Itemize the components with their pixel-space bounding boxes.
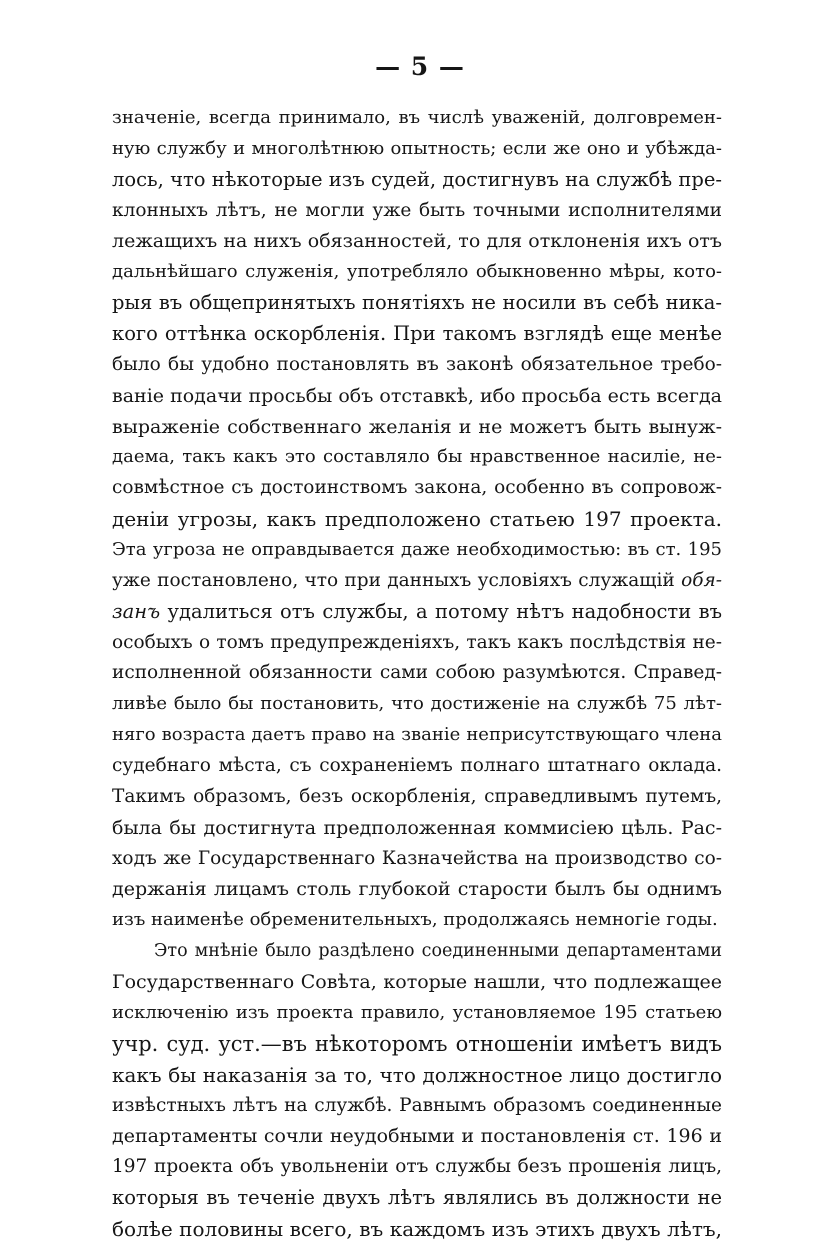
text-line: которыя въ теченіе двухъ лѣтъ являлись въ должности не xyxy=(112,1186,722,1210)
text-segment: удалиться отъ службы, а потому нѣтъ надобности въ xyxy=(160,599,722,623)
text-line: исключенію изъ проекта правило, установляемое 195 статьею xyxy=(112,1001,722,1023)
text-line: особыхъ о томъ предупрежденіяхъ, такъ какъ послѣдствія не- xyxy=(112,631,722,653)
text-segment: уже постановлено, что при данныхъ условіяхъ служащій xyxy=(112,569,682,591)
text-line: держанія лицамъ столь глубокой старости былъ бы однимъ xyxy=(112,878,722,901)
text-line xyxy=(112,597,722,628)
text-line: клонныхъ лѣтъ, не могли уже быть точными исполнителями xyxy=(112,199,722,221)
emphasized-text: занъ xyxy=(112,599,161,623)
text-line: кого оттѣнка оскорбленія. При такомъ взглядѣ еще менѣе xyxy=(112,322,722,346)
text-line: судебнаго мѣста, съ сохраненіемъ полнаго штатнаго оклада. xyxy=(112,755,722,777)
text-line: какъ бы наказанія за то, что должностное лицо достигло xyxy=(112,1062,722,1087)
text-line: департаменты сочли неудобными и постановленія ст. 196 и xyxy=(112,1125,722,1148)
text-line: была бы достигнута предположенная коммисіею цѣль. Рас- xyxy=(112,816,722,839)
text-line: Эта угроза не оправдывается даже необходимостью: въ ст. 195 xyxy=(112,539,722,561)
text-line: учр. суд. уст.—въ нѣкоторомъ отношеніи имѣетъ видъ xyxy=(112,1031,722,1056)
text-line: даема, такъ какъ это составляло бы нравственное насиліе, не- xyxy=(112,446,722,468)
text-line: дальнѣйшаго служенія, употребляло обыкновенно мѣры, кото- xyxy=(112,261,722,283)
text-line: изъ наименѣе обременительныхъ, продолжаясь немногіе годы. xyxy=(112,909,718,931)
text-line: Государственнаго Совѣта, которые нашли, что подлежащее xyxy=(112,971,722,994)
text-line: было бы удобно постановлять въ законѣ обязательное требо- xyxy=(112,353,722,375)
text-line: лось, что нѣкоторые изъ судей, достигнувъ на службѣ пре- xyxy=(112,167,722,191)
text-line: рыя въ общепринятыхъ понятіяхъ не носили въ себѣ ника- xyxy=(112,291,722,315)
text-line: 197 проекта объ увольненіи отъ службы безъ прошенія лицъ, xyxy=(112,1156,722,1178)
text-line: выраженіе собственнаго желанія и не можетъ быть вынуж- xyxy=(112,415,722,438)
text-line: Это мнѣніе было раздѣлено соединенными департаментами xyxy=(154,941,722,962)
text-line: ливѣе было бы постановить, что достиженіе на службѣ 75 лѣт- xyxy=(112,693,722,715)
text-line: деніи угрозы, какъ предположено статьею 197 проекта. xyxy=(112,507,722,532)
text-line xyxy=(112,566,722,597)
text-line: няго возраста даетъ право на званіе неприсутствующаго члена xyxy=(112,724,722,746)
page-number: — 5 — xyxy=(375,52,465,81)
emphasized-text: обя- xyxy=(681,569,722,591)
text-line: совмѣстное съ достоинствомъ закона, особенно въ сопровож- xyxy=(112,477,722,499)
text-line: Такимъ образомъ, безъ оскорбленія, справедливымъ путемъ, xyxy=(112,785,722,807)
text-line: значеніе, всегда принимало, въ числѣ уваженій, долговремен- xyxy=(112,107,722,128)
text-line: ную службу и многолѣтнюю опытность; если же оно и убѣжда- xyxy=(112,137,722,159)
text-line: исполненной обязанности сами собою разумѣются. Справед- xyxy=(112,662,722,684)
text-line: лежащихъ на нихъ обязанностей, то для отклоненія ихъ отъ xyxy=(112,230,722,253)
text-line: ходъ же Государственнаго Казначейства на производство со- xyxy=(112,847,722,869)
text-line: ваніе подачи просьбы объ отставкѣ, ибо просьба есть всегда xyxy=(112,384,722,407)
body-text xyxy=(112,103,722,1245)
text-line: болѣе половины всего, въ каждомъ изъ этихъ двухъ лѣтъ, xyxy=(112,1216,722,1241)
text-line: извѣстныхъ лѣтъ на службѣ. Равнымъ образомъ соединенные xyxy=(112,1094,722,1116)
